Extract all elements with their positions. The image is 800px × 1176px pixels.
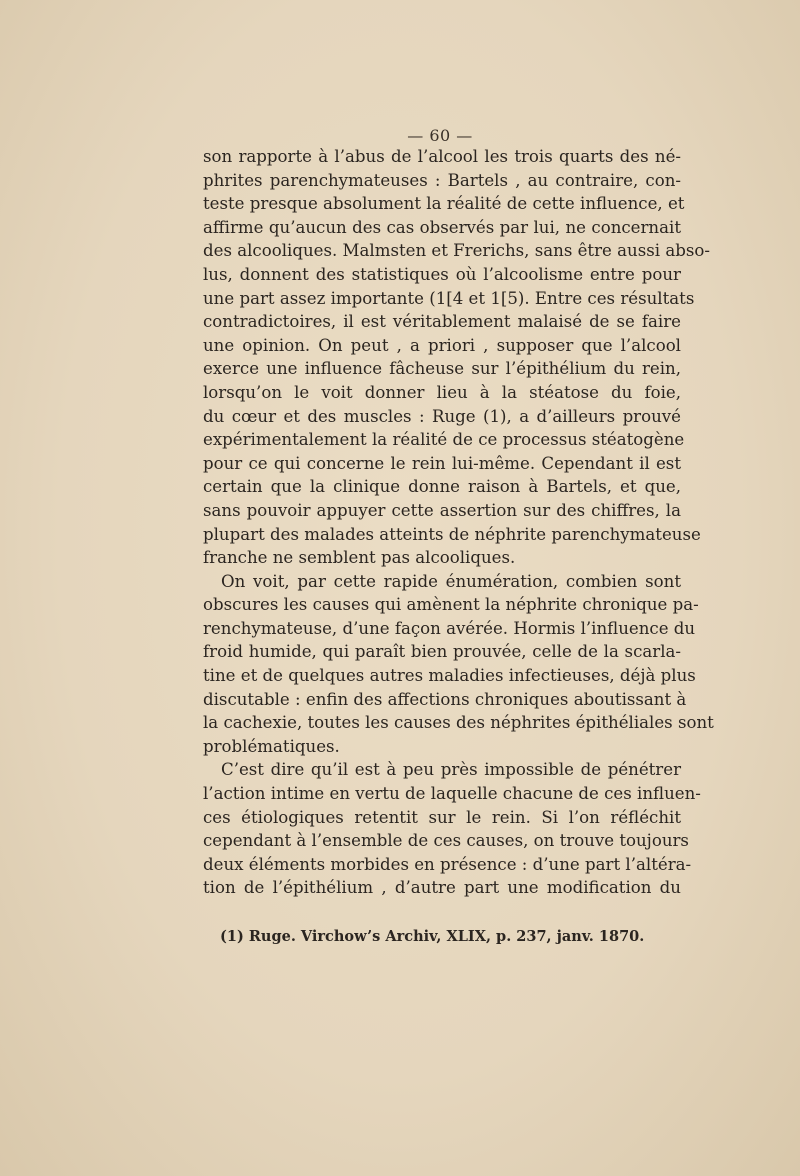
text-line: expérimentalement la réalité de ce processus stéatogène (203, 430, 685, 450)
text-line: phrites parenchymateuses : Bartels , au contraire, con- (203, 170, 681, 190)
paragraph-2 (203, 570, 714, 759)
text-line: lus, donnent des statistiques où l’alcoolisme entre pour (203, 264, 681, 284)
text-line: teste presque absolument la réalité de cette influence, et (203, 194, 685, 214)
paragraph-1 (203, 145, 710, 570)
text-line: certain que la clinique donne raison à Bartels, et que, (203, 477, 681, 497)
text-line: froid humide, qui paraît bien prouvée, celle de la scarla- (203, 642, 681, 662)
body-text (203, 145, 714, 900)
text-line: tine et de quelques autres maladies infectieuses, déjà plus (203, 666, 696, 686)
text-line: On voit, par cette rapide énumération, combien sont (221, 571, 681, 591)
text-line: franche ne semblent pas alcooliques. (203, 548, 516, 568)
text-line: son rapporte à l’abus de l’alcool les trois quarts des né- (203, 147, 681, 166)
text-line: obscures les causes qui amènent la néphrite chronique pa- (203, 595, 699, 615)
text-line: deux éléments morbides en présence : d’une part l’altéra- (203, 854, 692, 874)
page-number: — 60 — (407, 126, 473, 145)
text-line: l’action intime en vertu de laquelle chacune de ces influen- (203, 784, 701, 804)
text-line: des alcooliques. Malmsten et Frerichs, sans être aussi abso- (203, 241, 710, 261)
text-line: contradictoires, il est véritablement malaisé de se faire (203, 312, 681, 332)
text-line: C’est dire qu’il est à peu près impossible de pénétrer (221, 760, 681, 780)
text-line: discutable : enfin des affections chroniques aboutissant à (203, 689, 687, 709)
text-line: sans pouvoir appuyer cette assertion sur des chiffres, la (203, 500, 681, 520)
text-line: la cachexie, toutes les causes des néphrites épithéliales sont (203, 713, 714, 733)
text-line: problématiques. (203, 736, 340, 756)
text-line: lorsqu’on le voit donner lieu à la stéatose du foie, (203, 382, 681, 402)
text-line: du cœur et des muscles : Ruge (1), a d’ailleurs prouvé (203, 406, 681, 426)
text-line: une opinion. On peut , a priori , supposer que l’alcool (203, 335, 681, 355)
text-line: pour ce qui concerne le rein lui-même. Cependant il est (203, 453, 681, 473)
text-line: exerce une influence fâcheuse sur l’épithélium du rein, (203, 359, 681, 379)
text-line: ces étiologiques retentit sur le rein. Si l’on réfléchit (203, 807, 681, 827)
paragraph-3 (203, 758, 701, 900)
text-line: cependant à l’ensemble de ces causes, on trouve toujours (203, 831, 689, 851)
text-line: renchymateuse, d’une façon avérée. Hormis l’influence du (203, 618, 696, 638)
text-line: affirme qu’aucun des cas observés par lui, ne concernait (203, 217, 681, 237)
text-line: une part assez importante (1[4 et 1[5). Entre ces résultats (203, 288, 695, 308)
text-line: tion de l’épithélium , d’autre part une modification du (203, 878, 681, 898)
footnote: (1) Ruge. Virchow’s Archiv, XLIX, p. 237, janv. 1870. (220, 928, 645, 945)
text-line: plupart des malades atteints de néphrite parenchymateuse (203, 524, 701, 544)
